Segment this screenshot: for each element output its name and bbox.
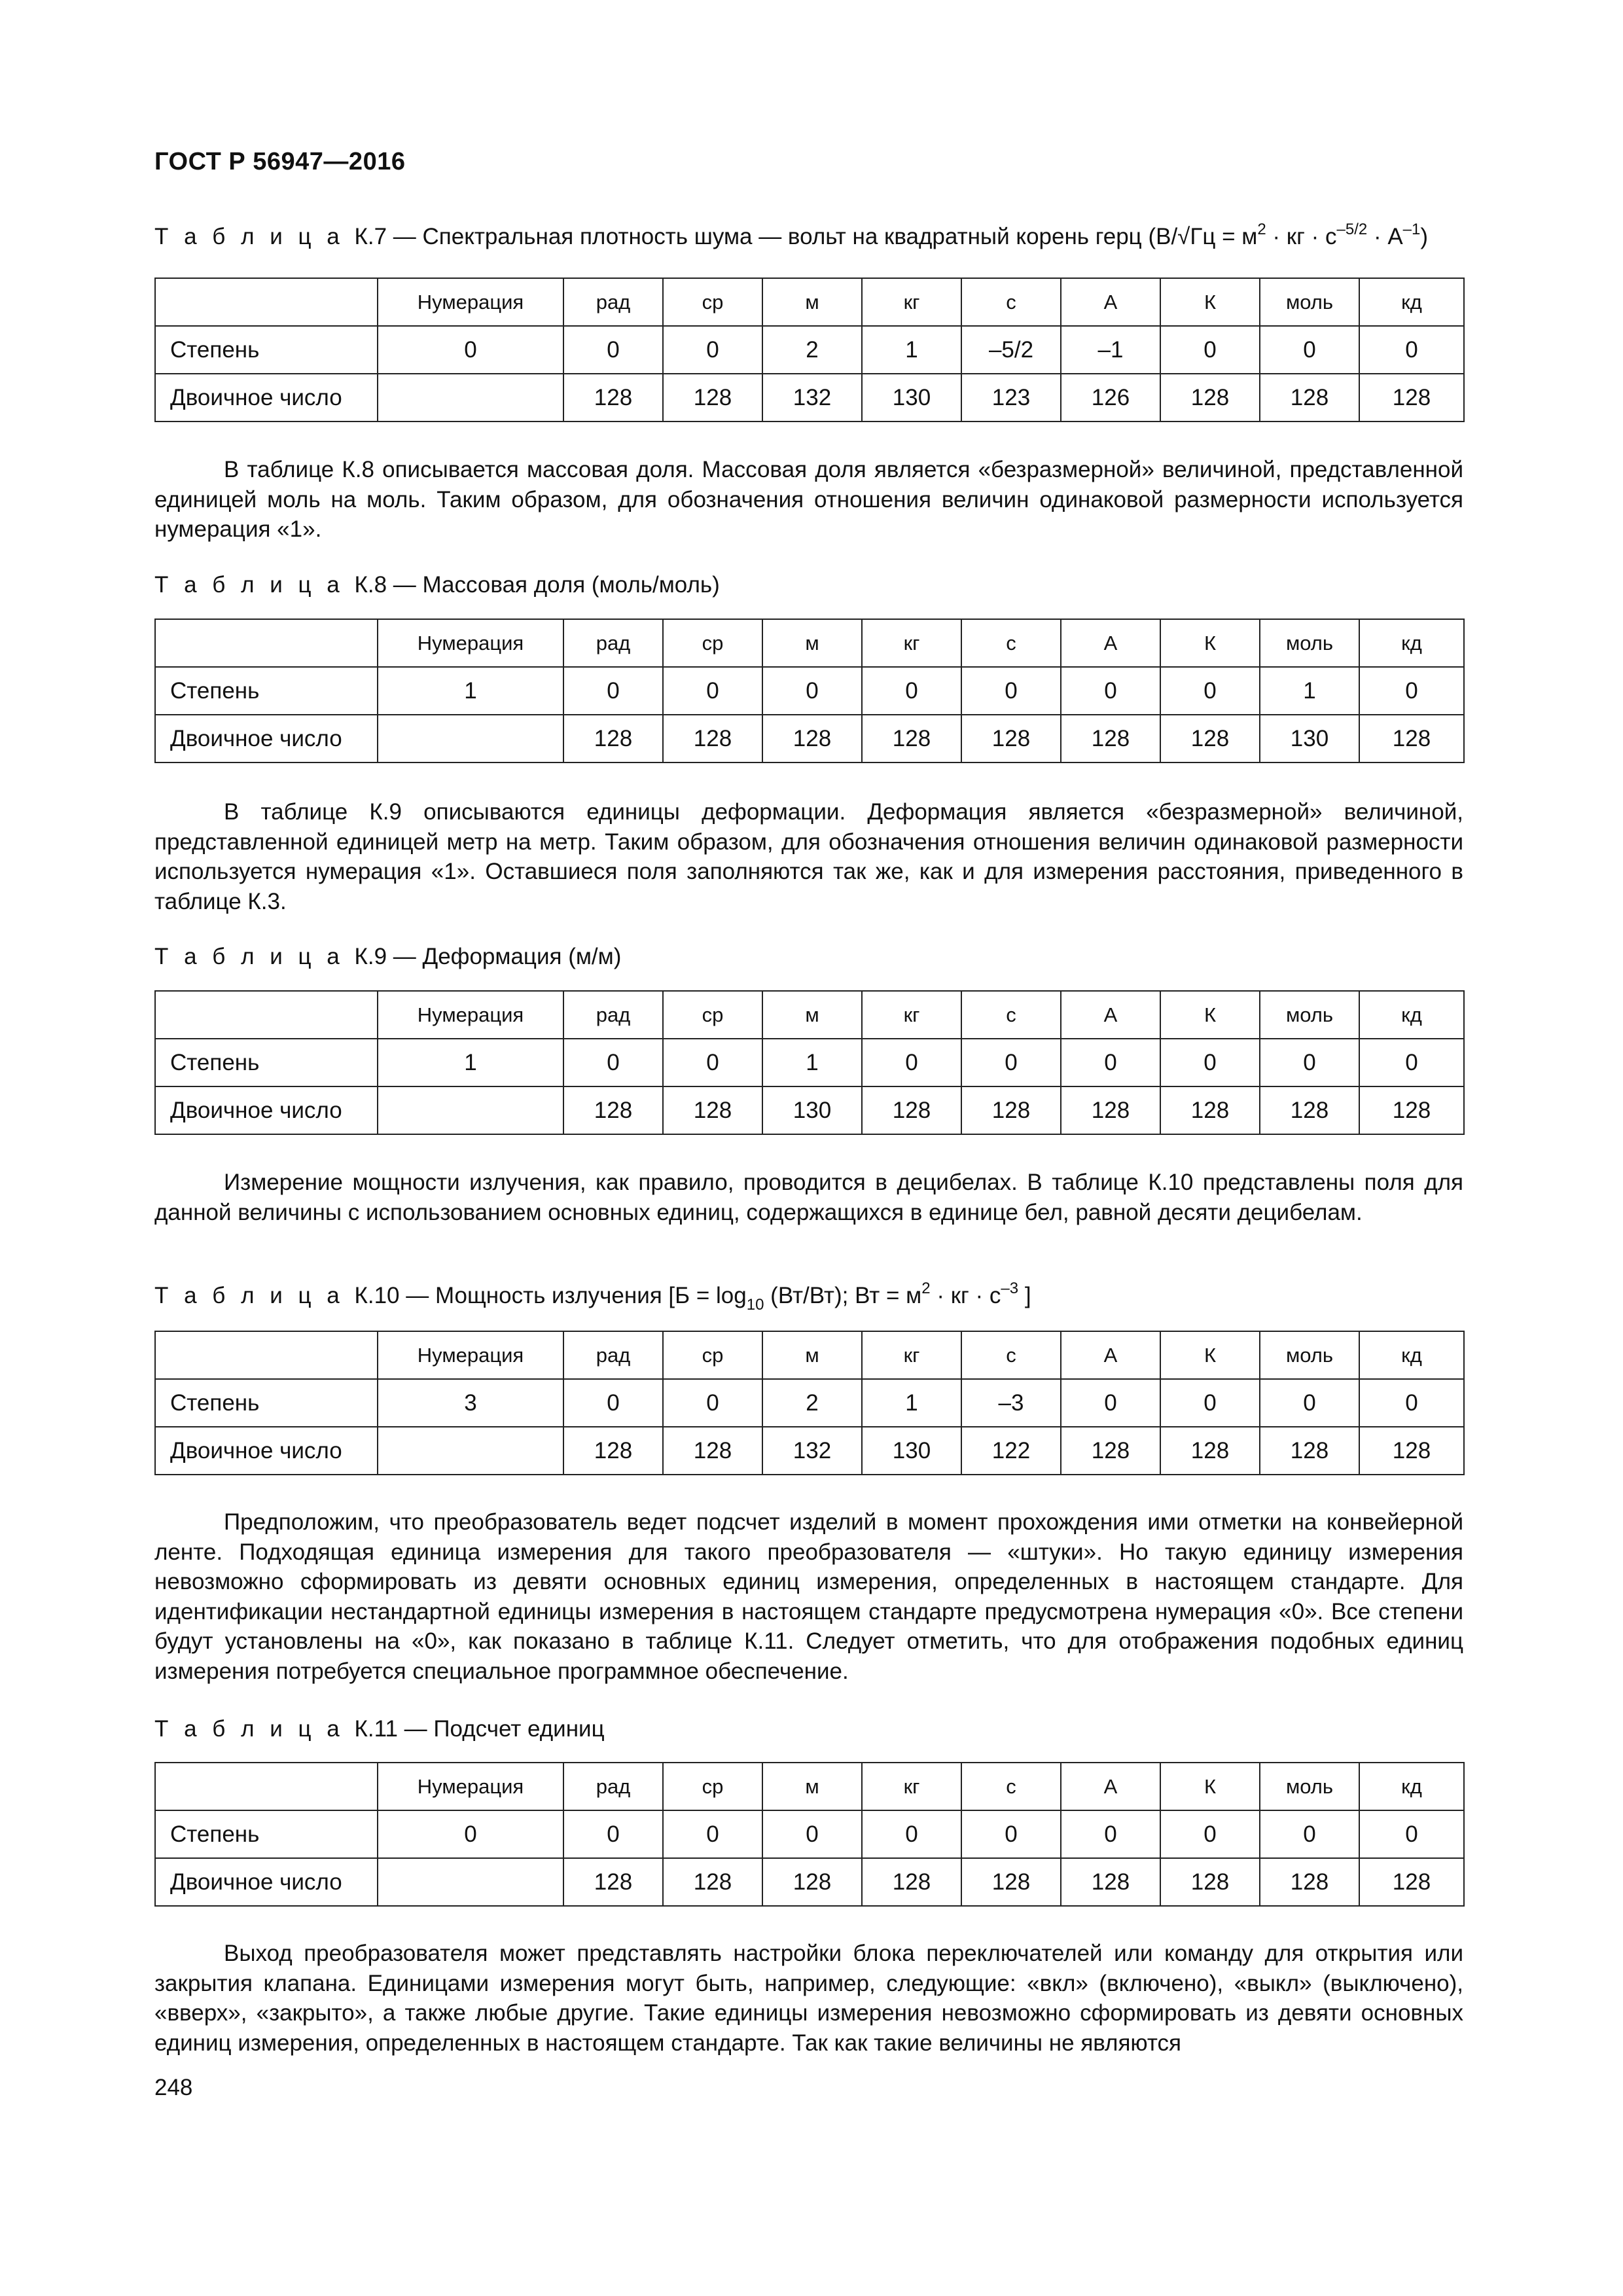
table-cell: 130 bbox=[1260, 715, 1359, 762]
row-label: Степень bbox=[155, 326, 378, 374]
table-cell: 128 bbox=[563, 1858, 663, 1906]
header-corner-cell bbox=[155, 278, 378, 326]
table-k9 bbox=[154, 990, 1465, 1135]
table-row-binary bbox=[155, 1858, 1464, 1906]
caption-superscript: –1 bbox=[1402, 221, 1421, 238]
column-header: с bbox=[961, 619, 1061, 667]
column-header: К bbox=[1160, 1331, 1260, 1379]
table-header-row bbox=[155, 278, 1464, 326]
table-cell: 123 bbox=[961, 374, 1061, 422]
table-cell: 128 bbox=[563, 715, 663, 762]
row-label: Двоичное число bbox=[155, 715, 378, 762]
header-corner-cell bbox=[155, 1763, 378, 1810]
table-cell: 0 bbox=[961, 1039, 1061, 1086]
caption-text: · кг · с bbox=[930, 1283, 1001, 1308]
column-header: рад bbox=[563, 1763, 663, 1810]
table-cell: 128 bbox=[1061, 1427, 1160, 1475]
column-header: ср bbox=[663, 991, 762, 1039]
table-cell: 0 bbox=[1061, 1039, 1160, 1086]
row-label: Двоичное число bbox=[155, 1427, 378, 1475]
table-label: Т а б л и ц а bbox=[154, 572, 344, 598]
header-corner-cell bbox=[155, 991, 378, 1039]
table-cell: 128 bbox=[1359, 1086, 1464, 1134]
column-header: кд bbox=[1359, 991, 1464, 1039]
table-cell: 0 bbox=[563, 1379, 663, 1427]
table-cell: 2 bbox=[762, 1379, 862, 1427]
column-header: К bbox=[1160, 619, 1260, 667]
column-header: моль bbox=[1260, 619, 1359, 667]
table-cell: 128 bbox=[663, 1858, 762, 1906]
table-cell: –5/2 bbox=[961, 326, 1061, 374]
table-cell: 2 bbox=[762, 326, 862, 374]
column-header: м bbox=[762, 1331, 862, 1379]
column-header: м bbox=[762, 991, 862, 1039]
column-header: кг bbox=[862, 991, 961, 1039]
column-header: А bbox=[1061, 1763, 1160, 1810]
column-header: К bbox=[1160, 1763, 1260, 1810]
table-cell: 0 bbox=[563, 326, 663, 374]
row-label: Степень bbox=[155, 1379, 378, 1427]
table-cell: 0 bbox=[1160, 667, 1260, 715]
table-caption-k11 bbox=[154, 1715, 605, 1744]
table-cell: 128 bbox=[862, 1858, 961, 1906]
caption-text: · А bbox=[1367, 224, 1403, 249]
column-header: кд bbox=[1359, 278, 1464, 326]
table-cell: 0 bbox=[563, 667, 663, 715]
table-row-degree bbox=[155, 326, 1464, 374]
table-cell: 128 bbox=[663, 1086, 762, 1134]
table-cell: 1 bbox=[1260, 667, 1359, 715]
document-header: ГОСТ Р 56947—2016 bbox=[154, 148, 406, 175]
table-k11 bbox=[154, 1762, 1465, 1907]
caption-text: · кг · с bbox=[1266, 224, 1337, 249]
column-header: с bbox=[961, 991, 1061, 1039]
caption-text: К.11 — Подсчет единиц bbox=[354, 1716, 605, 1742]
table-caption-k9 bbox=[154, 942, 621, 971]
paragraph: В таблице К.8 описывается массовая доля. Массовая доля является «безразмерной» величиной, представленной единицей моль на моль. Таким образом, для обозначения отношения величин одинаковой размерности используется нумерация «1». bbox=[154, 457, 1463, 542]
column-header: м bbox=[762, 619, 862, 667]
caption-superscript: 2 bbox=[1257, 221, 1266, 238]
column-header: кд bbox=[1359, 619, 1464, 667]
table-row-binary bbox=[155, 374, 1464, 422]
table-row-degree bbox=[155, 1379, 1464, 1427]
caption-text: К.8 — Массовая доля (моль/моль) bbox=[354, 572, 720, 598]
table-cell: 128 bbox=[961, 1086, 1061, 1134]
table-k10 bbox=[154, 1331, 1465, 1475]
column-header: м bbox=[762, 1763, 862, 1810]
column-header: Нумерация bbox=[378, 619, 563, 667]
table-caption-k7 bbox=[154, 223, 1428, 251]
table-cell: 0 bbox=[1160, 1810, 1260, 1858]
table-cell: 128 bbox=[1260, 1858, 1359, 1906]
table-cell: 130 bbox=[862, 1427, 961, 1475]
column-header: рад bbox=[563, 991, 663, 1039]
paragraph: Измерение мощности излучения, как правило, проводится в децибелах. В таблице К.10 представлены поля для данной величины с использованием основных единиц, содержащихся в единице бел, равной десяти децибелам. bbox=[154, 1170, 1463, 1225]
table-cell: 0 bbox=[862, 1810, 961, 1858]
row-label: Двоичное число bbox=[155, 1858, 378, 1906]
table-cell: 128 bbox=[1160, 715, 1260, 762]
table-cell: 122 bbox=[961, 1427, 1061, 1475]
table-cell: 128 bbox=[1160, 1858, 1260, 1906]
column-header: кг bbox=[862, 278, 961, 326]
table-cell: 128 bbox=[563, 1427, 663, 1475]
paragraph: Предположим, что преобразователь ведет подсчет изделий в момент прохождения ими отметки на конвейерной ленте. Подходящая единица измерения для такого преобразователя — «штуки». Но такую единицу измерения невозможно сформировать из девяти основных единиц измерения, определенных в настоящем стандарте. Для идентификации нестандартной единицы измерения в настоящем стандарте предусмотрена нумерация «0». Все степени будут установлены на «0», как показано в таблице К.11. Следует отметить, что для отображения подобных единиц измерения потребуется специальное программное обеспечение. bbox=[154, 1509, 1463, 1684]
table-row-degree bbox=[155, 1039, 1464, 1086]
table-label: Т а б л и ц а bbox=[154, 1283, 344, 1308]
caption-superscript: –3 bbox=[1001, 1280, 1019, 1297]
table-cell: 3 bbox=[378, 1379, 563, 1427]
column-header: ср bbox=[663, 619, 762, 667]
column-header: м bbox=[762, 278, 862, 326]
table-row-binary bbox=[155, 715, 1464, 762]
table-cell: 0 bbox=[762, 1810, 862, 1858]
caption-text: К.7 — Спектральная плотность шума — вольт на квадратный корень герц (В/√Гц = м bbox=[354, 224, 1258, 249]
table-cell bbox=[378, 1427, 563, 1475]
table-header-row bbox=[155, 1331, 1464, 1379]
table-cell: 0 bbox=[1359, 667, 1464, 715]
table-cell: 1 bbox=[862, 1379, 961, 1427]
table-cell: 128 bbox=[1160, 374, 1260, 422]
table-cell: 0 bbox=[1061, 667, 1160, 715]
table-cell: 128 bbox=[862, 1086, 961, 1134]
table-cell: 128 bbox=[1260, 1086, 1359, 1134]
table-cell bbox=[378, 374, 563, 422]
table-cell: 0 bbox=[663, 667, 762, 715]
row-label: Степень bbox=[155, 667, 378, 715]
table-cell: 0 bbox=[663, 326, 762, 374]
table-cell: 128 bbox=[1359, 1427, 1464, 1475]
table-cell: 128 bbox=[563, 1086, 663, 1134]
column-header: моль bbox=[1260, 278, 1359, 326]
table-cell: 132 bbox=[762, 374, 862, 422]
column-header: кг bbox=[862, 619, 961, 667]
table-cell: 128 bbox=[862, 715, 961, 762]
table-row-degree bbox=[155, 1810, 1464, 1858]
table-cell bbox=[378, 715, 563, 762]
table-cell: 0 bbox=[1061, 1379, 1160, 1427]
table-row-binary bbox=[155, 1427, 1464, 1475]
table-cell: 1 bbox=[378, 1039, 563, 1086]
table-cell: 0 bbox=[862, 667, 961, 715]
column-header: с bbox=[961, 1763, 1061, 1810]
table-cell: 0 bbox=[378, 1810, 563, 1858]
table-cell: 128 bbox=[1160, 1427, 1260, 1475]
column-header: А bbox=[1061, 991, 1160, 1039]
column-header: моль bbox=[1260, 991, 1359, 1039]
table-cell bbox=[378, 1086, 563, 1134]
table-header-row bbox=[155, 619, 1464, 667]
caption-superscript: –5/2 bbox=[1336, 221, 1368, 238]
table-cell: 128 bbox=[1359, 374, 1464, 422]
column-header: А bbox=[1061, 1331, 1160, 1379]
column-header: Нумерация bbox=[378, 1331, 563, 1379]
column-header: Нумерация bbox=[378, 991, 563, 1039]
table-cell: 0 bbox=[378, 326, 563, 374]
row-label: Степень bbox=[155, 1039, 378, 1086]
table-row-binary bbox=[155, 1086, 1464, 1134]
column-header: ср bbox=[663, 1763, 762, 1810]
caption-superscript: 2 bbox=[921, 1280, 931, 1297]
table-cell: 0 bbox=[862, 1039, 961, 1086]
table-cell: 128 bbox=[663, 715, 762, 762]
table-cell: 128 bbox=[1260, 374, 1359, 422]
table-cell: 0 bbox=[1359, 1379, 1464, 1427]
table-cell: 128 bbox=[1160, 1086, 1260, 1134]
caption-text: (Вт/Вт); Вт = м bbox=[764, 1283, 922, 1308]
column-header: кг bbox=[862, 1331, 961, 1379]
column-header: К bbox=[1160, 991, 1260, 1039]
row-label: Степень bbox=[155, 1810, 378, 1858]
table-cell: 128 bbox=[1061, 1086, 1160, 1134]
column-header: Нумерация bbox=[378, 1763, 563, 1810]
table-cell: 0 bbox=[961, 667, 1061, 715]
table-cell: 0 bbox=[1359, 1039, 1464, 1086]
table-cell: 0 bbox=[563, 1810, 663, 1858]
table-cell: 0 bbox=[1260, 1810, 1359, 1858]
column-header: ср bbox=[663, 278, 762, 326]
table-cell: 128 bbox=[563, 374, 663, 422]
table-cell: 0 bbox=[762, 667, 862, 715]
table-cell: 0 bbox=[1160, 326, 1260, 374]
column-header: ср bbox=[663, 1331, 762, 1379]
column-header: с bbox=[961, 278, 1061, 326]
caption-text: К.9 — Деформация (м/м) bbox=[354, 944, 622, 969]
row-label: Двоичное число bbox=[155, 1086, 378, 1134]
table-cell: 128 bbox=[663, 1427, 762, 1475]
table-row-degree bbox=[155, 667, 1464, 715]
table-cell: 1 bbox=[862, 326, 961, 374]
table-cell: 130 bbox=[862, 374, 961, 422]
table-cell: 126 bbox=[1061, 374, 1160, 422]
table-cell: 0 bbox=[1359, 326, 1464, 374]
row-label: Двоичное число bbox=[155, 374, 378, 422]
column-header: рад bbox=[563, 278, 663, 326]
header-corner-cell bbox=[155, 619, 378, 667]
table-cell: 0 bbox=[1359, 1810, 1464, 1858]
caption-subscript: 10 bbox=[746, 1296, 764, 1314]
table-cell: 1 bbox=[378, 667, 563, 715]
header-corner-cell bbox=[155, 1331, 378, 1379]
table-k8 bbox=[154, 619, 1465, 763]
table-cell: 0 bbox=[1160, 1039, 1260, 1086]
column-header: К bbox=[1160, 278, 1260, 326]
column-header: рад bbox=[563, 1331, 663, 1379]
table-cell: 128 bbox=[1359, 715, 1464, 762]
table-cell: 0 bbox=[663, 1379, 762, 1427]
table-cell bbox=[378, 1858, 563, 1906]
table-cell: 128 bbox=[961, 715, 1061, 762]
table-k7 bbox=[154, 278, 1465, 422]
table-cell: 128 bbox=[1061, 715, 1160, 762]
column-header: моль bbox=[1260, 1331, 1359, 1379]
table-header-row bbox=[155, 1763, 1464, 1810]
table-cell: 0 bbox=[663, 1810, 762, 1858]
table-header-row bbox=[155, 991, 1464, 1039]
table-cell: 128 bbox=[762, 715, 862, 762]
table-label: Т а б л и ц а bbox=[154, 1716, 344, 1742]
column-header: с bbox=[961, 1331, 1061, 1379]
table-cell: 0 bbox=[563, 1039, 663, 1086]
table-cell: 132 bbox=[762, 1427, 862, 1475]
table-label: Т а б л и ц а bbox=[154, 224, 344, 249]
column-header: моль bbox=[1260, 1763, 1359, 1810]
table-cell: 128 bbox=[663, 374, 762, 422]
column-header: кг bbox=[862, 1763, 961, 1810]
column-header: А bbox=[1061, 278, 1160, 326]
caption-text: ) bbox=[1420, 224, 1429, 249]
caption-text: К.10 — Мощность излучения [Б = log bbox=[354, 1283, 747, 1308]
page-number: 248 bbox=[154, 2075, 193, 2100]
table-cell: 128 bbox=[1260, 1427, 1359, 1475]
table-cell: 0 bbox=[1260, 1039, 1359, 1086]
column-header: рад bbox=[563, 619, 663, 667]
table-cell: –1 bbox=[1061, 326, 1160, 374]
table-cell: 0 bbox=[663, 1039, 762, 1086]
table-label: Т а б л и ц а bbox=[154, 944, 344, 969]
column-header: кд bbox=[1359, 1331, 1464, 1379]
paragraph: В таблице К.9 описываются единицы деформации. Деформация является «безразмерной» величиной, представленной единицей метр на метр. Таким образом, для обозначения отношения величин одинаковой размерности используется нумерация «1». Оставшиеся поля заполняются так же, как и для измерения расстояния, приведенного в таблице К.3. bbox=[154, 799, 1463, 914]
column-header: Нумерация bbox=[378, 278, 563, 326]
table-cell: 128 bbox=[762, 1858, 862, 1906]
caption-text: ] bbox=[1018, 1283, 1031, 1308]
table-cell: 0 bbox=[1260, 1379, 1359, 1427]
paragraph: Выход преобразователя может представлять настройки блока переключателей или команду для открытия или закрытия клапана. Единицами измерения могут быть, например, следующие: «вкл» (включено), «выкл» (выключено), «вверх», «закрыто», а также любые другие. Такие единицы измерения невозможно сформировать из девяти основных единиц измерения, определенных в настоящем стандарте. Так как такие величины не являются bbox=[154, 1941, 1463, 2056]
table-cell: 128 bbox=[1359, 1858, 1464, 1906]
table-cell: 0 bbox=[1160, 1379, 1260, 1427]
table-cell: 0 bbox=[1260, 326, 1359, 374]
table-cell: 0 bbox=[1061, 1810, 1160, 1858]
table-cell: 128 bbox=[961, 1858, 1061, 1906]
table-cell: 1 bbox=[762, 1039, 862, 1086]
table-cell: 0 bbox=[961, 1810, 1061, 1858]
table-cell: –3 bbox=[961, 1379, 1061, 1427]
table-cell: 130 bbox=[762, 1086, 862, 1134]
table-caption-k8 bbox=[154, 571, 720, 600]
table-cell: 128 bbox=[1061, 1858, 1160, 1906]
column-header: А bbox=[1061, 619, 1160, 667]
table-caption-k10 bbox=[154, 1280, 1031, 1314]
column-header: кд bbox=[1359, 1763, 1464, 1810]
